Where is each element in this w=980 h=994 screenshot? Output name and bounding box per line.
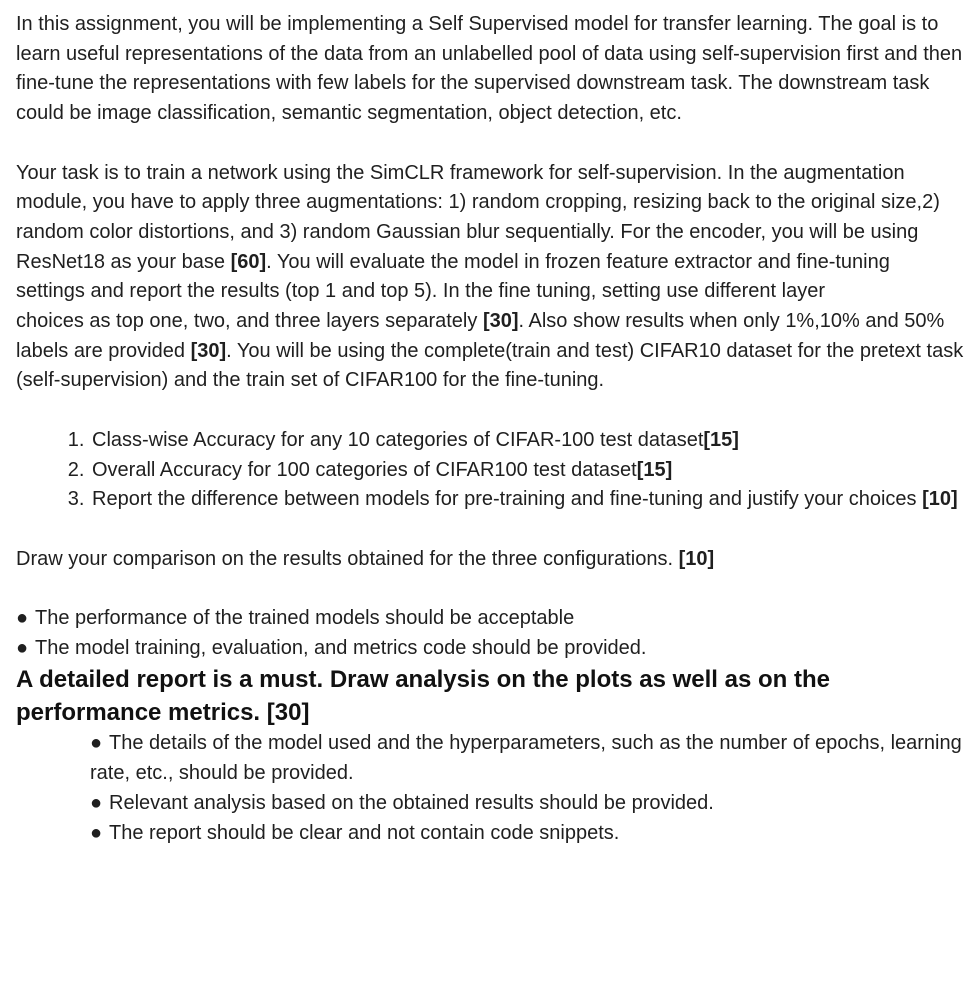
question-text: Overall Accuracy for 100 categories of CIFAR100 test dataset — [92, 458, 637, 481]
question-marks: [10] — [922, 488, 958, 511]
question-marks: [15] — [703, 428, 739, 451]
task-marks-labels: [30] — [190, 339, 227, 362]
requirement-item — [16, 604, 964, 634]
intro-paragraph: In this assignment, you will be implementing a Self Supervised model for transfer learning. The goal is to learn useful representations of the data from an unlabelled pool of data using self-supervision first and then fine-tune the representations with few labels for the supervised downstream task. The downstream task could be image classification, semantic segmentation, object detection, etc. — [16, 13, 963, 125]
report-item-text: The report should be clear and not contain code snippets. — [109, 821, 620, 844]
report-item — [90, 789, 964, 819]
task-text-5: . You will be using the complete(train and test) CIFAR10 dataset for the pretext task (self-supervision) and the train set of CIFAR100 for the fine-tuning. — [16, 339, 964, 392]
task-marks-encoder: [60] — [230, 250, 267, 273]
report-item — [90, 729, 964, 788]
task-marks-layers: [30] — [482, 310, 519, 333]
comparison-text: Draw your comparison on the results obtained for the three configurations. — [16, 547, 679, 570]
requirement-text: The model training, evaluation, and metrics code should be provided. — [35, 636, 647, 659]
questions-list — [16, 426, 964, 515]
task-text-1: Your task is to train a network using the SimCLR framework for self-supervision. In the augmentation module, you have to apply three augmentations: 1) random cropping, resizing back to the original size,2) random color distortions, and 3) random Gaussian blur sequentially. For the encoder, you will be using ResNet18 as your base — [16, 161, 940, 273]
report-item — [90, 819, 964, 849]
question-item — [90, 485, 964, 515]
requirement-item — [16, 634, 964, 664]
question-marks: [15] — [636, 458, 673, 481]
requirement-text: The performance of the trained models should be acceptable — [35, 607, 575, 629]
bullet-icon: ● — [90, 732, 103, 755]
comparison-paragraph — [16, 545, 964, 575]
question-item — [90, 426, 964, 456]
report-item-text: Relevant analysis based on the obtained results should be provided. — [109, 791, 714, 814]
bullet-icon: ● — [16, 607, 29, 629]
task-text-3: choices as top one, two, and three layers separately — [16, 310, 483, 333]
task-paragraph-continued — [16, 307, 964, 396]
question-item — [90, 456, 964, 486]
question-text: Class-wise Accuracy for any 10 categories of CIFAR-100 test dataset — [92, 428, 704, 451]
task-text-4: . Also show results when only 1%,10% and 50% labels are provided — [16, 310, 945, 362]
requirements-list — [16, 604, 964, 663]
report-requirements-list — [16, 729, 964, 848]
report-item-text: The details of the model used and the hyperparameters, such as the number of epochs, learning rate, etc., should be provided. — [90, 732, 962, 785]
report-heading: A detailed report is a must. Draw analysis on the plots as well as on the performance metrics. [30] — [16, 666, 830, 727]
task-paragraph — [16, 159, 964, 308]
task-text-2: . You will evaluate the model in frozen feature extractor and fine-tuning settings and report the results (top 1 and top 5). In the fine tuning, setting use different layer — [16, 250, 890, 303]
comparison-marks: [10] — [678, 547, 715, 570]
bullet-icon: ● — [90, 821, 103, 844]
bullet-icon: ● — [16, 636, 29, 659]
question-text: Report the difference between models for pre-training and fine-tuning and justify your choices — [92, 488, 923, 511]
bullet-icon: ● — [90, 791, 103, 814]
